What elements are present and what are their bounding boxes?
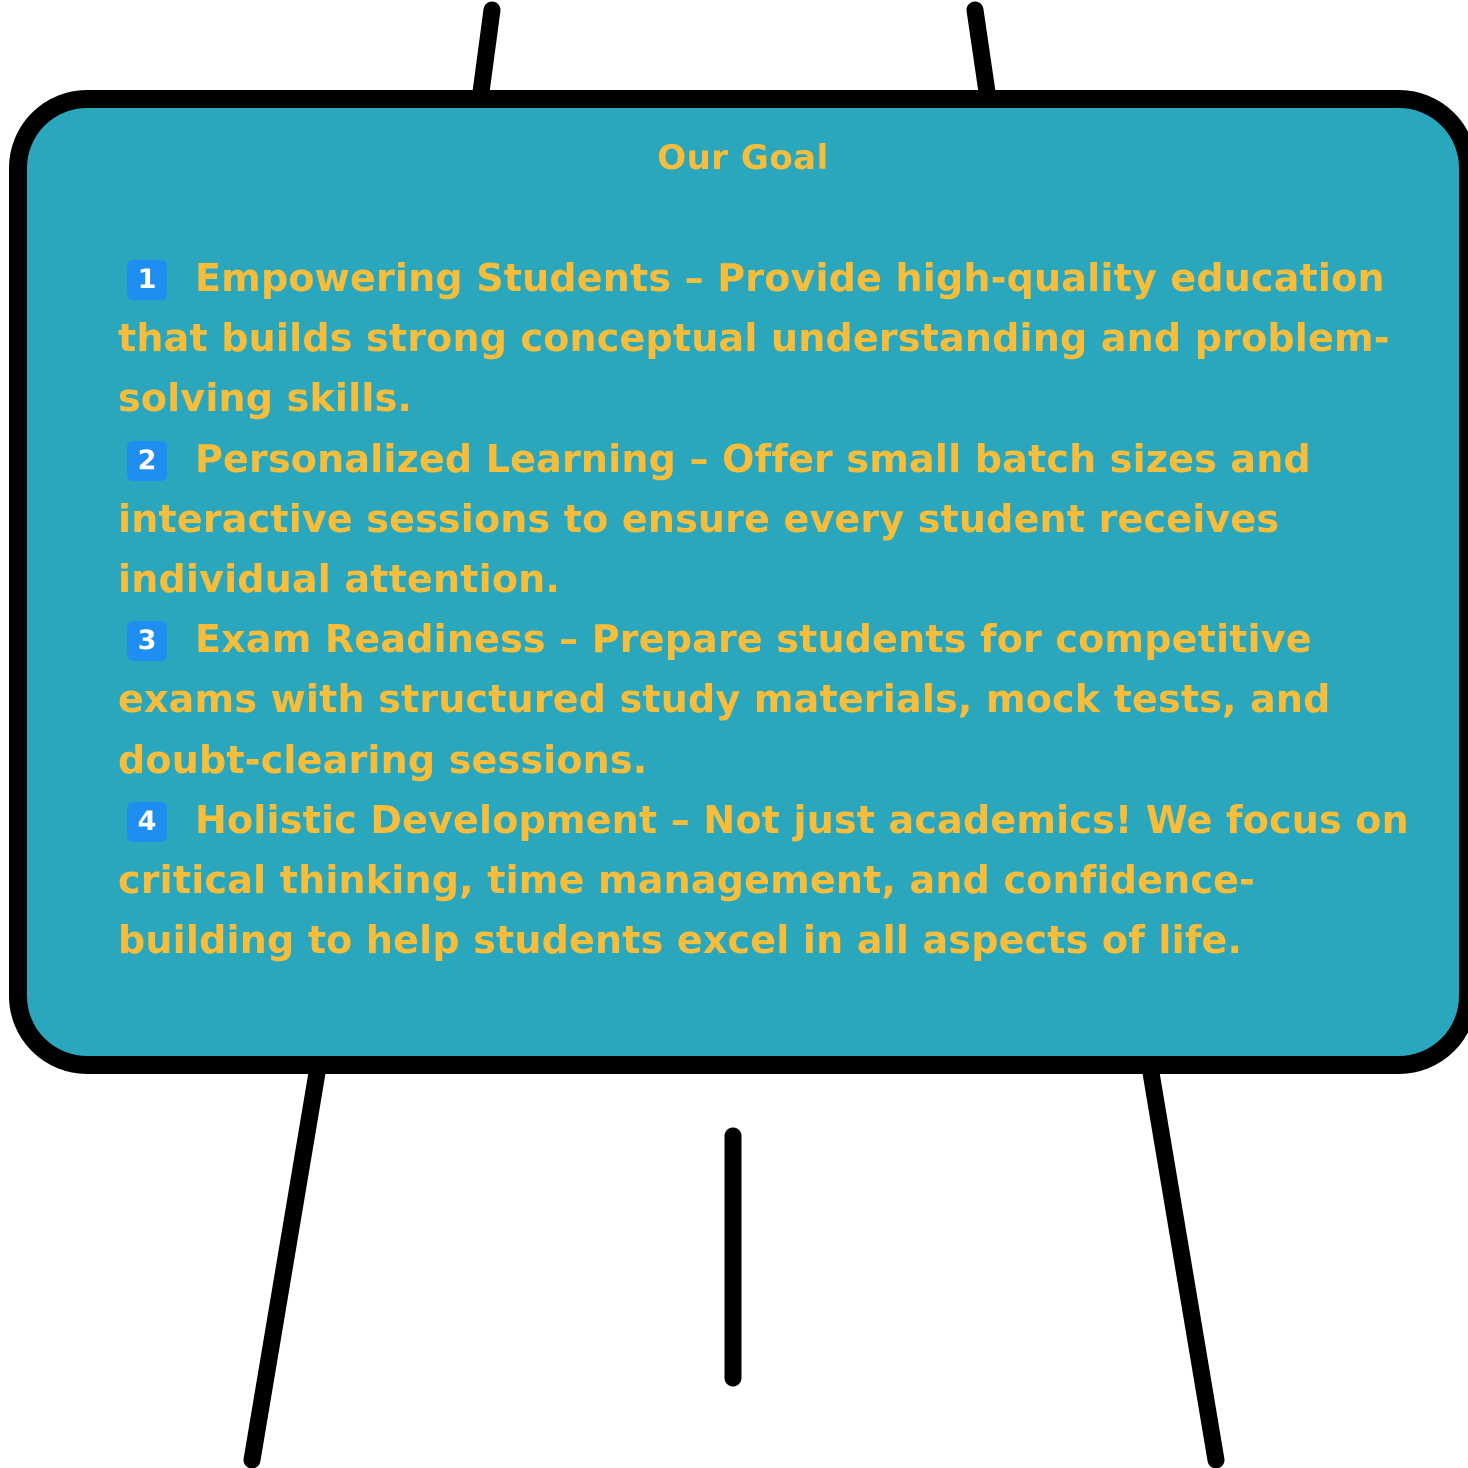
presentation-board (9, 90, 1468, 1074)
number-badge-3: 3 (127, 621, 167, 661)
easel-top-right-peg (975, 10, 987, 92)
goal-list (118, 248, 1423, 970)
easel-right-leg (1148, 1055, 1216, 1460)
number-badge-4: 4 (127, 802, 167, 842)
goal-item-2 (118, 429, 1423, 610)
goal-item-1 (118, 248, 1423, 429)
easel-top-left-peg (481, 10, 492, 92)
easel-left-leg (252, 1055, 320, 1460)
goal-text-4: Holistic Development – Not just academics! We focus on critical thinking, time management, and confidence-building to help students excel in all aspects of life. (118, 797, 1409, 963)
goal-item-3 (118, 609, 1423, 790)
goal-text-3: Exam Readiness – Prepare students for competitive exams with structured study materials, mock tests, and doubt-clearing sessions. (118, 617, 1331, 782)
board-title: Our Goal (657, 138, 829, 178)
number-badge-2: 2 (127, 441, 167, 481)
goal-text-1: Empowering Students – Provide high-quality education that builds strong conceptual understanding and problem-solving skills. (118, 256, 1390, 421)
goal-text-2: Personalized Learning – Offer small batch sizes and interactive sessions to ensure every student receives individual attention. (118, 436, 1311, 602)
goal-item-4 (118, 790, 1423, 971)
number-badge-1: 1 (127, 260, 167, 300)
